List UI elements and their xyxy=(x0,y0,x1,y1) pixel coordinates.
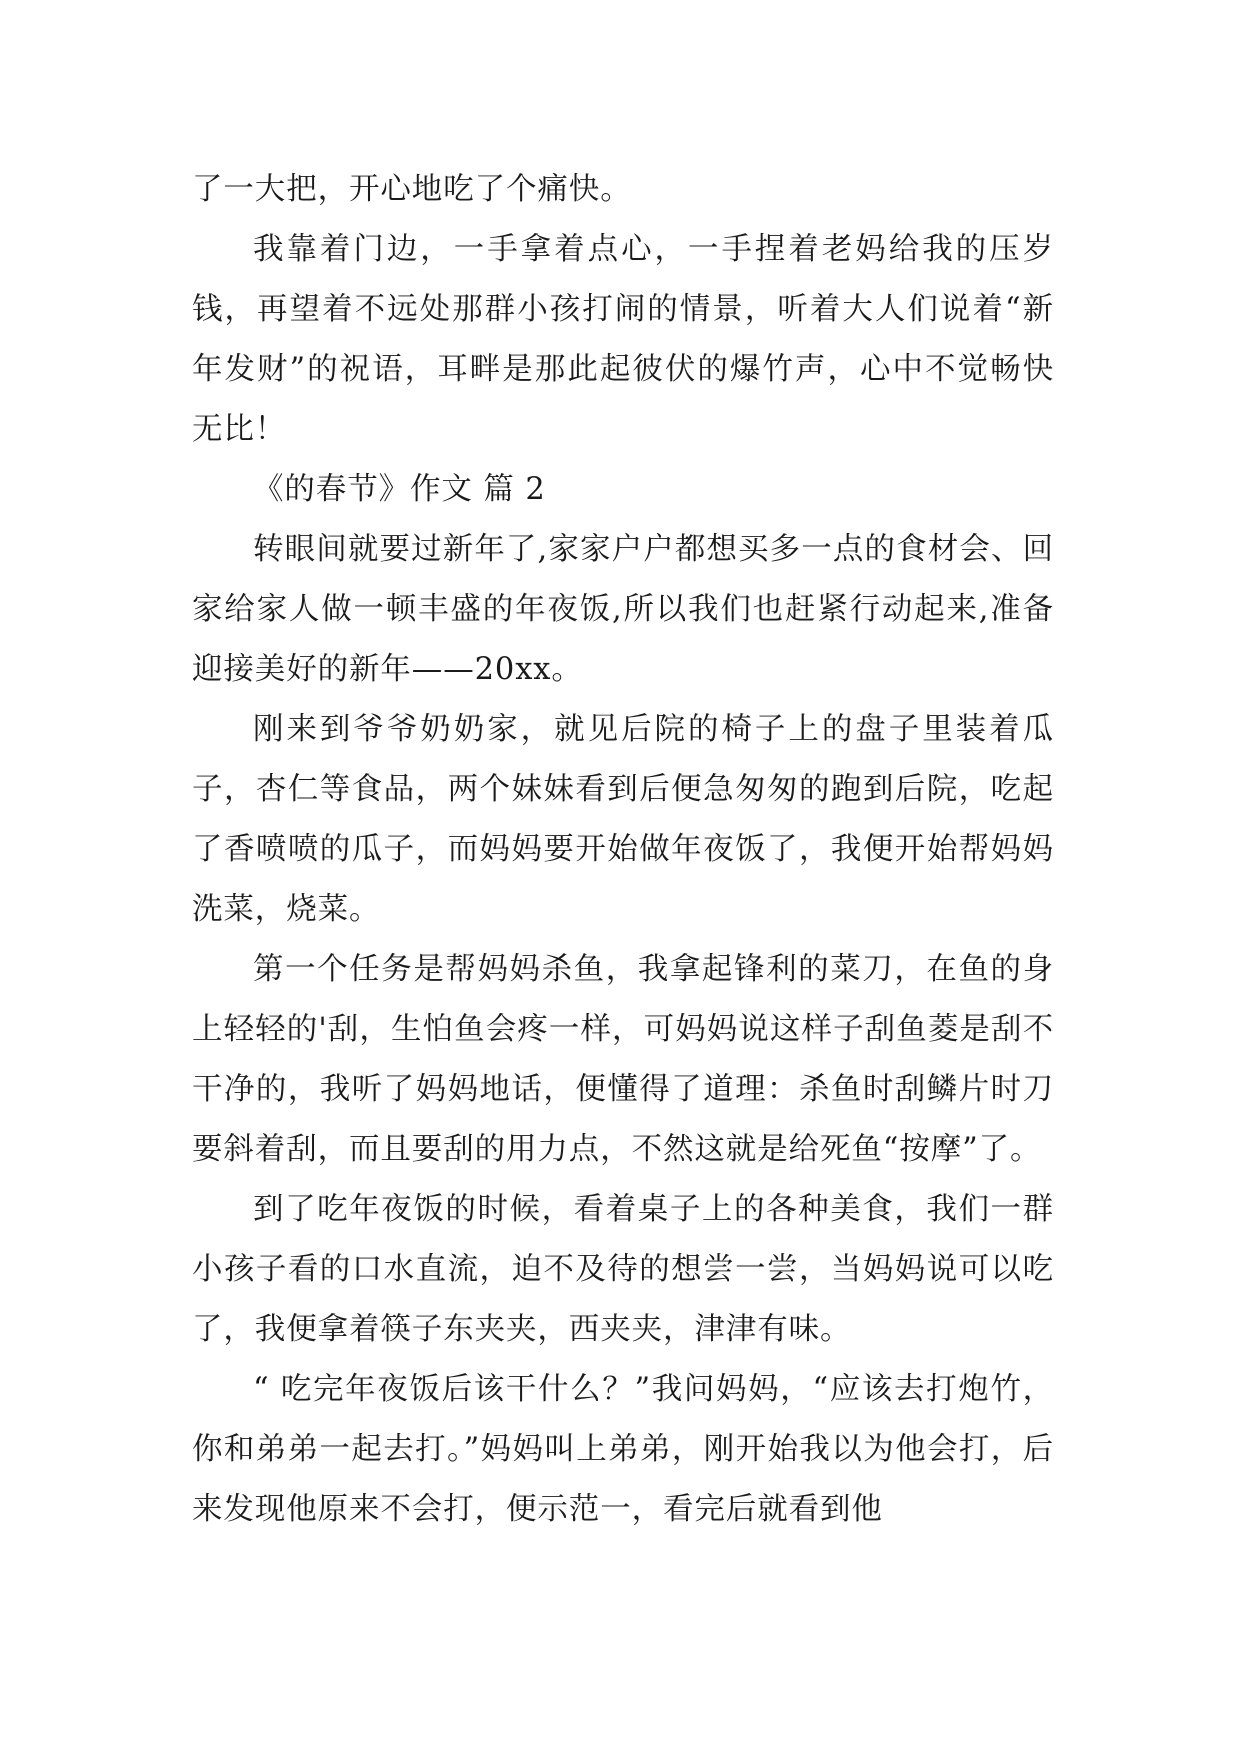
paragraph: “ 吃完年夜饭后该干什么？”我问妈妈，“应该去打炮竹，你和弟弟一起去打。”妈妈叫上弟弟，刚开始我以为他会打，后来发现他原来不会打，便示范一，看完后就看到他 xyxy=(192,1372,1054,1527)
document-body xyxy=(192,160,1054,1540)
paragraph: 转眼间就要过新年了,家家户户都想买多一点的食材会、回家给家人做一顿丰盛的年夜饭,所以我们也赶紧行动起来,准备迎接美好的新年——20xx。 xyxy=(192,532,1054,687)
paragraph: 我靠着门边，一手拿着点心，一手捏着老妈给我的压岁钱，再望着不远处那群小孩打闹的情景，听着大人们说着“新年发财”的祝语，耳畔是那此起彼伏的爆竹声，心中不觉畅快无比！ xyxy=(192,232,1054,447)
paragraph: 到了吃年夜饭的时候，看着桌子上的各种美食，我们一群小孩子看的口水直流，迫不及待的想尝一尝，当妈妈说可以吃了，我便拿着筷子东夹夹，西夹夹，津津有味。 xyxy=(192,1192,1054,1347)
paragraph-continuation: 了一大把，开心地吃了个痛快。 xyxy=(192,172,632,207)
section-heading: 《的春节》作文 篇 2 xyxy=(253,472,546,507)
paragraph: 第一个任务是帮妈妈杀鱼，我拿起锋利的菜刀，在鱼的身上轻轻的'刮，生怕鱼会疼一样，可妈妈说这样子刮鱼菱是刮不干净的，我听了妈妈地话，便懂得了道理：杀鱼时刮鳞片时刀要斜着刮，而且要刮的用力点，不然这就是给死鱼“按摩”了。 xyxy=(192,952,1054,1167)
paragraph: 刚来到爷爷奶奶家，就见后院的椅子上的盘子里装着瓜子，杏仁等食品，两个妹妹看到后便急匆匆的跑到后院，吃起了香喷喷的瓜子，而妈妈要开始做年夜饭了，我便开始帮妈妈洗菜，烧菜。 xyxy=(192,712,1054,927)
